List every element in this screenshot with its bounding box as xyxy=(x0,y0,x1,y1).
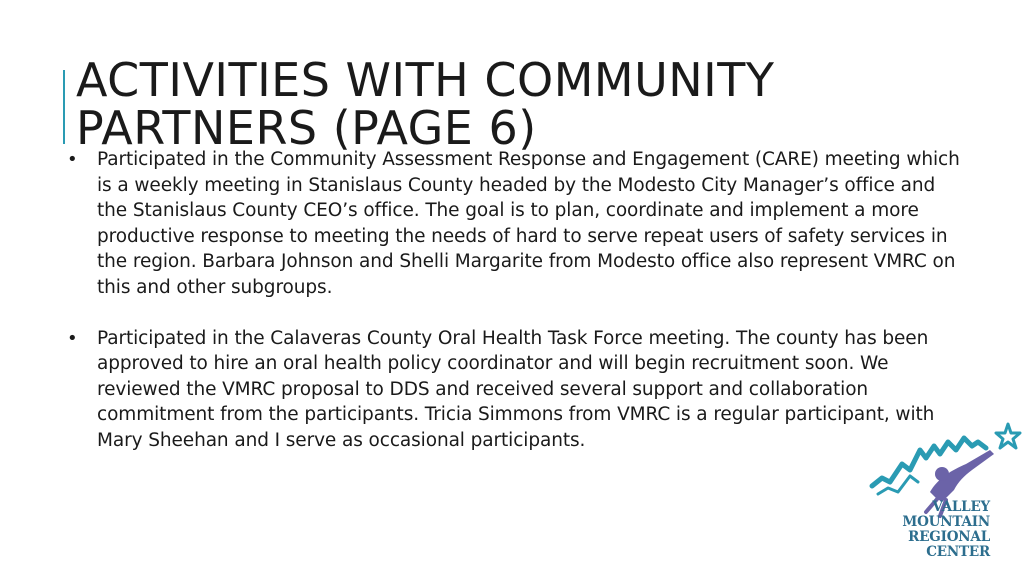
logo-line-regional: REGIONAL xyxy=(908,529,990,545)
bullet-item-care-meeting xyxy=(66,147,966,301)
bullet-item-oral-health xyxy=(66,326,966,454)
logo-line-center: CENTER xyxy=(926,544,990,560)
mountain-line-icon xyxy=(872,438,986,486)
slide-title-line-2: PARTNERS (PAGE 6) xyxy=(76,101,537,155)
slide-title xyxy=(76,53,976,155)
vmrc-logo-text xyxy=(878,500,990,560)
bullet-text: Participated in the Community Assessment Response and Engagement (CARE) meeting which is a weekly meeting in Stanislaus County headed by the Modesto City Manager’s office and the Stanislaus County CEO’s office. The goal is to plan, coordinate and implement a more productive response to meeting the needs of hard to serve repeat users of safety services in the region. Barbara Johnson and Shelli Margarite from Modesto office also represent VMRC on this and other subgroups. xyxy=(97,149,960,298)
bullet-dot-icon: • xyxy=(67,327,78,349)
logo-line-mountain: MOUNTAIN xyxy=(902,514,990,530)
star-icon xyxy=(996,424,1020,448)
bullet-text: Participated in the Calaveras County Oral Health Task Force meeting. The county has been approved to hire an oral health policy coordinator and will begin recruitment soon. We reviewed the VMRC proposal to DDS and received several support and collaboration commitment from the participants. Tricia Simmons from VMRC is a regular participant, with Mary Sheehan and I serve as occasional participants. xyxy=(97,327,935,451)
figure-head-icon xyxy=(935,467,949,481)
title-accent-bar xyxy=(63,70,65,144)
slide-title-line-1: ACTIVITIES WITH COMMUNITY xyxy=(76,53,775,107)
bullet-list xyxy=(66,147,966,479)
bullet-dot-icon: • xyxy=(67,149,78,170)
logo-line-valley: VALLEY xyxy=(932,499,990,515)
